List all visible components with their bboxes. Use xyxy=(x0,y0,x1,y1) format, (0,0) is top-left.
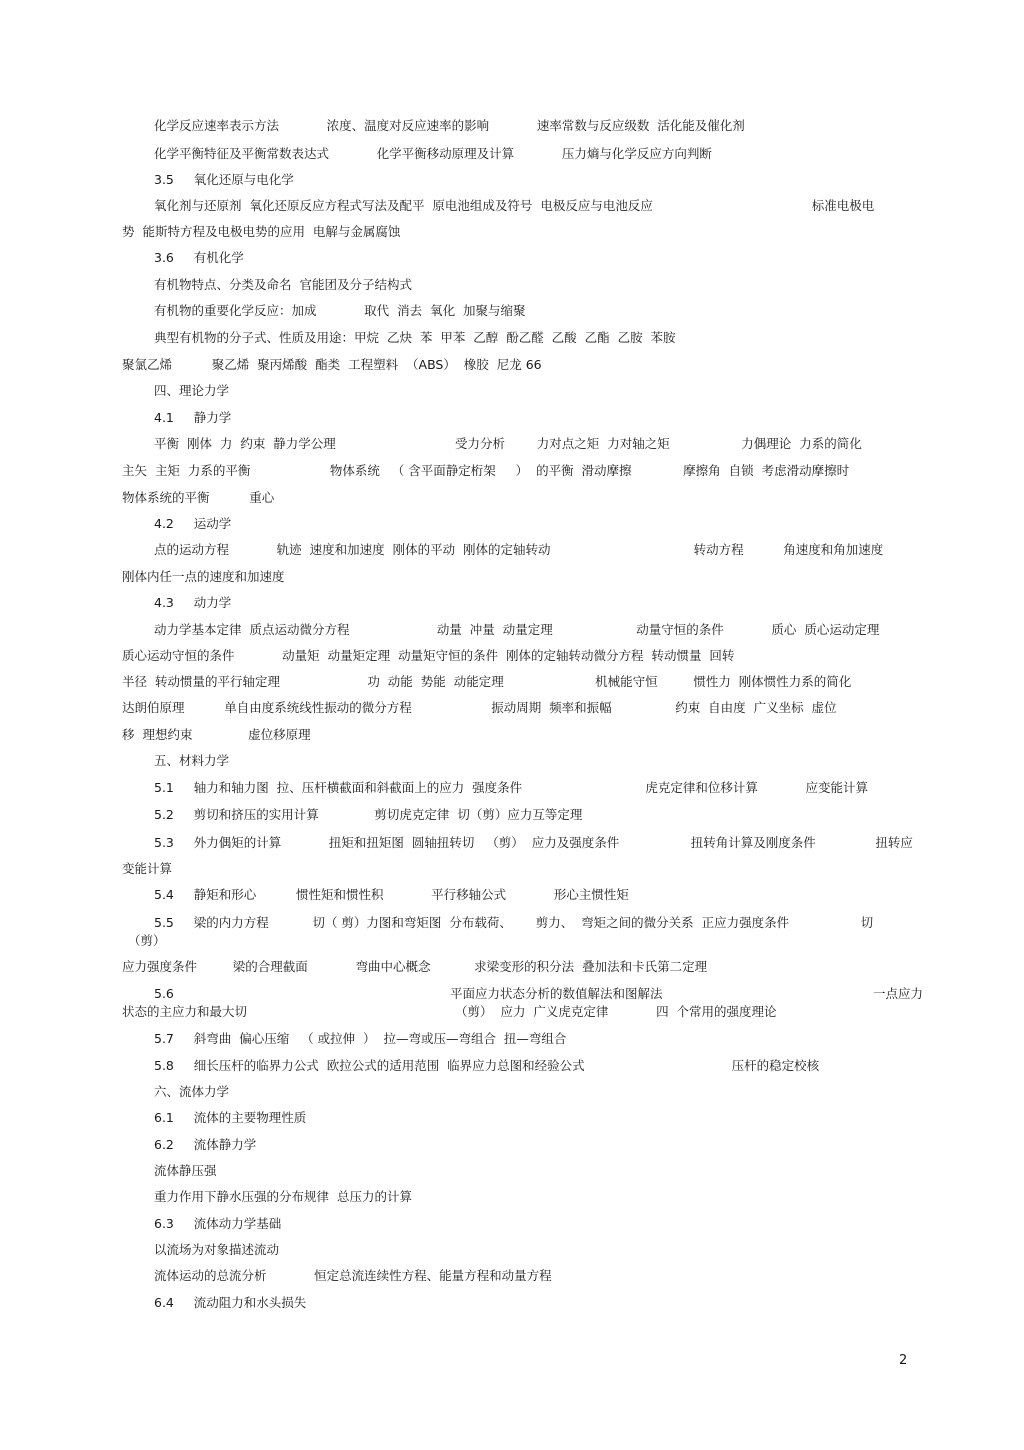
section-heading: 3.5 氧化还原与电化学 xyxy=(154,172,294,187)
text-line: 一点应力 xyxy=(873,986,924,1001)
text-line: 势 能斯特方程及电极电势的应用 电解与金属腐蚀 xyxy=(122,224,401,239)
text-line: （剪） 应力 广义虎克定律 四 个常用的强度理论 xyxy=(455,1004,777,1019)
section-heading: 4.2 运动学 xyxy=(154,516,232,531)
section-heading: 6.4 流动阻力和水头损失 xyxy=(154,1295,307,1310)
section-heading: 6.3 流体动力学基础 xyxy=(154,1216,282,1231)
text-line: 5.8 细长压杆的临界力公式 欧拉公式的适用范围 临界应力总图和经验公式 压杆的稳定校核 xyxy=(154,1058,820,1073)
text-line: 动力学基本定律 质点运动微分方程 动量 冲量 动量定理 动量守恒的条件 质心 质心运动定理 xyxy=(154,622,880,637)
text-line: 半径 转动惯量的平行轴定理 功 动能 势能 动能定理 机械能守恒 惯性力 刚体惯性力系的简化 xyxy=(122,674,852,689)
text-line: 氧化剂与还原剂 氧化还原反应方程式写法及配平 原电池组成及符号 电极反应与电池反应 标准电极电 xyxy=(154,198,875,213)
chapter-heading: 五、材料力学 xyxy=(154,753,230,768)
text-line: 重力作用下静水压强的分布规律 总压力的计算 xyxy=(154,1189,412,1204)
text-line: 化学平衡特征及平衡常数表达式 化学平衡移动原理及计算 压力熵与化学反应方向判断 xyxy=(154,146,712,161)
text-line: 物体系统的平衡 重心 xyxy=(122,490,275,505)
text-line: 点的运动方程 轨迹 速度和加速度 刚体的平动 刚体的定轴转动 转动方程 角速度和角加速度 xyxy=(154,542,884,557)
text-line: 有机物的重要化学反应：加成 取代 消去 氧化 加聚与缩聚 xyxy=(154,303,526,318)
section-heading: 4.1 静力学 xyxy=(154,410,232,425)
chapter-heading: 六、流体力学 xyxy=(154,1084,230,1099)
text-line: 5.4 静矩和形心 惯性矩和惯性积 平行移轴公式 形心主惯性矩 xyxy=(154,887,629,902)
text-line: 有机物特点、分类及命名 官能团及分子结构式 xyxy=(154,277,412,292)
section-heading: 6.2 流体静力学 xyxy=(154,1137,257,1152)
section-heading: 5.6 xyxy=(154,986,174,1001)
text-line: 达朗伯原理 单自由度系统线性振动的微分方程 振动周期 频率和振幅 约束 自由度 广义坐标 虚位 xyxy=(122,700,837,715)
text-line: 变能计算 xyxy=(122,861,173,876)
text-line: 质心运动守恒的条件 动量矩 动量矩定理 动量矩守恒的条件 刚体的定轴转动微分方程 转动惯量 回转 xyxy=(122,648,735,663)
text-line: 平面应力状态分析的数值解法和图解法 xyxy=(450,986,663,1001)
text-line: 主矢 主矩 力系的平衡 物体系统 （ 含平面静定桁架 ） 的平衡 滑动摩擦 摩擦角 自锁 考虑滑动摩擦时 xyxy=(122,463,850,478)
text-line: 状态的主应力和最大切 xyxy=(122,1004,248,1019)
text-line: 平衡 刚体 力 约束 静力学公理 受力分析 力对点之矩 力对轴之矩 力偶理论 力系的简化 xyxy=(154,436,862,451)
text-line: 5.3 外力偶矩的计算 扭矩和扭矩图 圆轴扭转切 （剪） 应力及强度条件 扭转角计算及刚度条件 扭转应 xyxy=(154,835,913,850)
text-line: 聚氯乙烯 聚乙烯 聚丙烯酸 酯类 工程塑料 （ABS） 橡胶 尼龙 66 xyxy=(122,357,542,372)
page-number: 2 xyxy=(899,1353,908,1368)
text-line: （剪） xyxy=(128,933,166,948)
text-line: 5.5 梁的内力方程 切（ 剪）力图和弯矩图 分布载荷、 剪力、 弯矩之间的微分关系 正应力强度条件 切 xyxy=(154,915,874,930)
section-heading: 4.3 动力学 xyxy=(154,595,232,610)
text-line: 移 理想约束 虚位移原理 xyxy=(122,727,311,742)
text-line: 以流场为对象描述流动 xyxy=(154,1242,280,1257)
text-line: 5.7 斜弯曲 偏心压缩 （ 或拉伸 ） 拉—弯或压—弯组合 扭—弯组合 xyxy=(154,1031,567,1046)
chapter-heading: 四、理论力学 xyxy=(154,383,230,398)
text-line: 化学反应速率表示方法 浓度、温度对反应速率的影响 速率常数与反应级数 活化能及催化剂 xyxy=(154,118,745,133)
section-heading: 6.1 流体的主要物理性质 xyxy=(154,1110,307,1125)
text-line: 5.1 轴力和轴力图 拉、压杆横截面和斜截面上的应力 强度条件 虎克定律和位移计算 应变能计算 xyxy=(154,780,868,795)
text-line: 流体静压强 xyxy=(154,1163,217,1178)
section-heading: 3.6 有机化学 xyxy=(154,250,244,265)
text-line: 流体运动的总流分析 恒定总流连续性方程、能量方程和动量方程 xyxy=(154,1268,552,1283)
text-line: 刚体内任一点的速度和加速度 xyxy=(122,569,285,584)
text-line: 应力强度条件 梁的合理截面 弯曲中心概念 求梁变形的积分法 叠加法和卡氏第二定理 xyxy=(122,959,708,974)
text-line: 典型有机物的分子式、性质及用途：甲烷 乙炔 苯 甲苯 乙醇 酚乙醛 乙酸 乙酯 乙胺 苯胺 xyxy=(154,330,676,345)
text-line: 5.2 剪切和挤压的实用计算 剪切虎克定律 切（剪）应力互等定理 xyxy=(154,807,583,822)
